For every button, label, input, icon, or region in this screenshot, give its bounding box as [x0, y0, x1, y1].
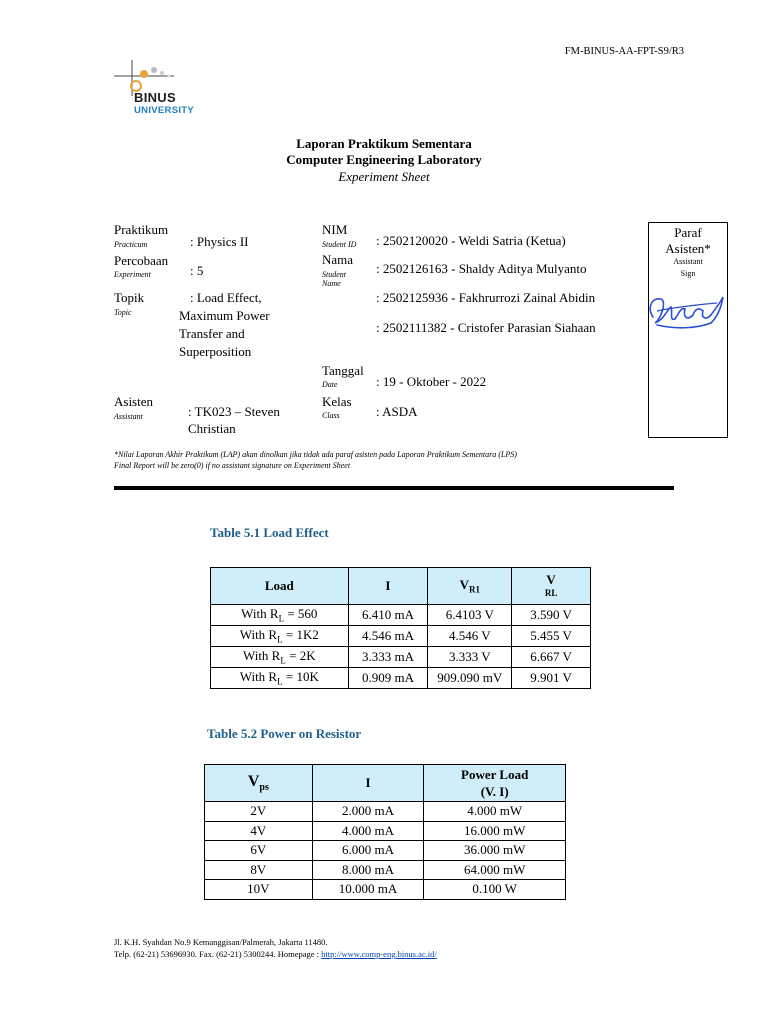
power-cell: 64.000 mW [424, 860, 566, 880]
table-row [211, 647, 591, 668]
load-post: = 1K2 [282, 627, 319, 643]
footer-contact [114, 949, 437, 959]
vps-cell: 8V [205, 860, 313, 880]
load-pre: With R [239, 627, 278, 643]
asisten-sublabel: Assistant [114, 412, 143, 421]
percobaan-label: Percobaan [114, 253, 169, 268]
table-row [205, 880, 566, 900]
load-pre: With R [241, 606, 279, 622]
topik-value-line1: : Load Effect, [190, 290, 262, 305]
praktikum-value: : Physics II [190, 234, 249, 249]
vps-cell: 6V [205, 841, 313, 861]
asisten-value-line1: : TK023 – Steven [188, 404, 280, 419]
table1-caption: Table 5.1 Load Effect [210, 525, 329, 540]
load-sub: L [277, 634, 283, 645]
tanggal-value: : 19 - Oktober - 2022 [376, 374, 487, 389]
percobaan-value: : 5 [190, 263, 204, 278]
tanggal-sublabel: Date [322, 380, 338, 389]
table-row [205, 841, 566, 861]
header-load: Load [211, 568, 349, 605]
load-post: = 560 [284, 606, 318, 622]
vr1-cell: 909.090 mV [428, 668, 512, 689]
table-header-row [211, 568, 591, 605]
load-sub: L [277, 676, 283, 687]
vps-cell: 2V [205, 802, 313, 822]
binus-logo [114, 58, 254, 122]
load-cell [211, 647, 349, 668]
nama-value-1: : 2502126163 - Shaldy Aditya Mulyanto [376, 261, 587, 276]
vr1-cell: 6.4103 V [428, 605, 512, 626]
table-row [205, 860, 566, 880]
load-pre: With R [239, 669, 278, 685]
header-vps-sub: ps [259, 782, 269, 794]
load-sub: L [280, 655, 286, 666]
table-row [211, 626, 591, 647]
i-cell: 0.909 mA [348, 668, 428, 689]
i-cell: 10.000 mA [312, 880, 424, 900]
load-cell [211, 668, 349, 689]
homepage-link[interactable]: http://www.comp-eng.binus.ac.id/ [321, 949, 437, 959]
kelas-label: Kelas [322, 394, 352, 409]
vrl-cell: 3.590 V [512, 605, 591, 626]
signature-icon [645, 279, 725, 339]
nama-sublabel-line1: Student [322, 270, 346, 279]
vrl-cell: 5.455 V [512, 626, 591, 647]
report-title: Laporan Praktikum Sementara [296, 136, 472, 151]
header-vrl [512, 568, 591, 605]
load-cell [211, 605, 349, 626]
header-vr1 [428, 568, 512, 605]
vrl-cell: 9.901 V [512, 668, 591, 689]
table-row [205, 802, 566, 822]
load-post: = 2K [285, 648, 316, 664]
assistant-sublabel: Assistant [673, 257, 703, 266]
kelas-value: : ASDA [376, 404, 418, 419]
footer-address: Jl. K.H. Syahdan No.9 Kemanggisan/Palmerah, Jakarta 11480. [114, 937, 328, 947]
i-cell: 4.000 mA [312, 821, 424, 841]
vr1-cell: 3.333 V [428, 647, 512, 668]
nim-value: : 2502120020 - Weldi Satria (Ketua) [376, 233, 566, 248]
i-cell: 8.000 mA [312, 860, 424, 880]
header-power-line1: Power Load [461, 767, 529, 782]
header-i: I [348, 568, 428, 605]
i-cell: 2.000 mA [312, 802, 424, 822]
vps-cell: 10V [205, 880, 313, 900]
load-post: = 10K [282, 669, 319, 685]
percobaan-sublabel: Experiment [114, 270, 151, 279]
paraf-label: Paraf [674, 225, 702, 240]
load-sub: L [278, 613, 285, 624]
power-cell: 36.000 mW [424, 841, 566, 861]
note-line1: *Nilai Laporan Akhir Praktikum (LAP) akan dinolkan jika tidak ada paraf asisten pada Laporan Praktikum Sementara (LPS) [114, 450, 517, 459]
topik-label: Topik [114, 290, 145, 305]
asisten-label: Asisten [114, 394, 153, 409]
power-resistor-table [204, 764, 566, 900]
praktikum-sublabel: Practicum [114, 240, 148, 249]
assistant-sign-box [648, 222, 728, 438]
header-i: I [312, 765, 424, 802]
document-code: FM-BINUS-AA-FPT-S9/R3 [564, 46, 684, 57]
kelas-sublabel: Class [322, 411, 340, 420]
nama-label: Nama [322, 252, 354, 267]
experiment-sheet-subtitle: Experiment Sheet [338, 169, 430, 184]
footer-contact-text: Telp. (62-21) 53696930. Fax. (62-21) 5300244. Homepage : [114, 949, 320, 959]
header-power-line2: (V. I) [480, 784, 509, 799]
lab-title: Computer Engineering Laboratory [286, 152, 482, 167]
i-cell: 3.333 mA [348, 647, 428, 668]
tanggal-label: Tanggal [322, 363, 364, 378]
nama-value-2: : 2502125936 - Fakhrurrozi Zainal Abidin [376, 290, 596, 305]
i-cell: 4.546 mA [348, 626, 428, 647]
header-vps [205, 765, 313, 802]
table2-caption: Table 5.2 Power on Resistor [207, 726, 362, 741]
load-cell [211, 626, 349, 647]
horizontal-rule [114, 486, 674, 490]
table-row [211, 668, 591, 689]
i-cell: 6.410 mA [348, 605, 428, 626]
power-cell: 4.000 mW [424, 802, 566, 822]
logo-subtext: UNIVERSITY [134, 105, 195, 116]
topik-value-line4: Superposition [179, 344, 252, 359]
header-vrl-sub: RL [544, 587, 558, 598]
nama-value-3: : 2502111382 - Cristofer Parasian Siahaan [376, 320, 596, 335]
table-header-row [205, 765, 566, 802]
praktikum-label: Praktikum [114, 222, 169, 237]
power-cell: 0.100 W [424, 880, 566, 900]
header-vrl-main: V [546, 571, 556, 587]
topik-value-line3: Transfer and [179, 326, 245, 341]
nama-sublabel-line2: Name [322, 279, 341, 288]
topik-value-line2: Maximum Power [179, 308, 270, 323]
header-power-load [424, 765, 566, 802]
power-cell: 16.000 mW [424, 821, 566, 841]
topik-sublabel: Topic [114, 308, 132, 317]
logo-text: BINUS [134, 90, 176, 105]
header-vps-main: V [247, 772, 260, 790]
note-line2: Final Report will be zero(0) if no assistant signature on Experiment Sheet [114, 461, 351, 470]
vr1-cell: 4.546 V [428, 626, 512, 647]
nim-sublabel: Student ID [322, 240, 357, 249]
header-vr1-main: V [459, 577, 469, 593]
vrl-cell: 6.667 V [512, 647, 591, 668]
load-pre: With R [242, 648, 281, 664]
i-cell: 6.000 mA [312, 841, 424, 861]
vps-cell: 4V [205, 821, 313, 841]
asisten-value-line2: Christian [188, 421, 236, 436]
sign-sublabel: Sign [680, 269, 696, 278]
header-vr1-sub: R1 [468, 584, 480, 595]
nim-label: NIM [322, 222, 348, 237]
table-row [205, 821, 566, 841]
asisten-star-label: Asisten* [665, 241, 711, 256]
table-row [211, 605, 591, 626]
load-effect-table [210, 567, 591, 689]
